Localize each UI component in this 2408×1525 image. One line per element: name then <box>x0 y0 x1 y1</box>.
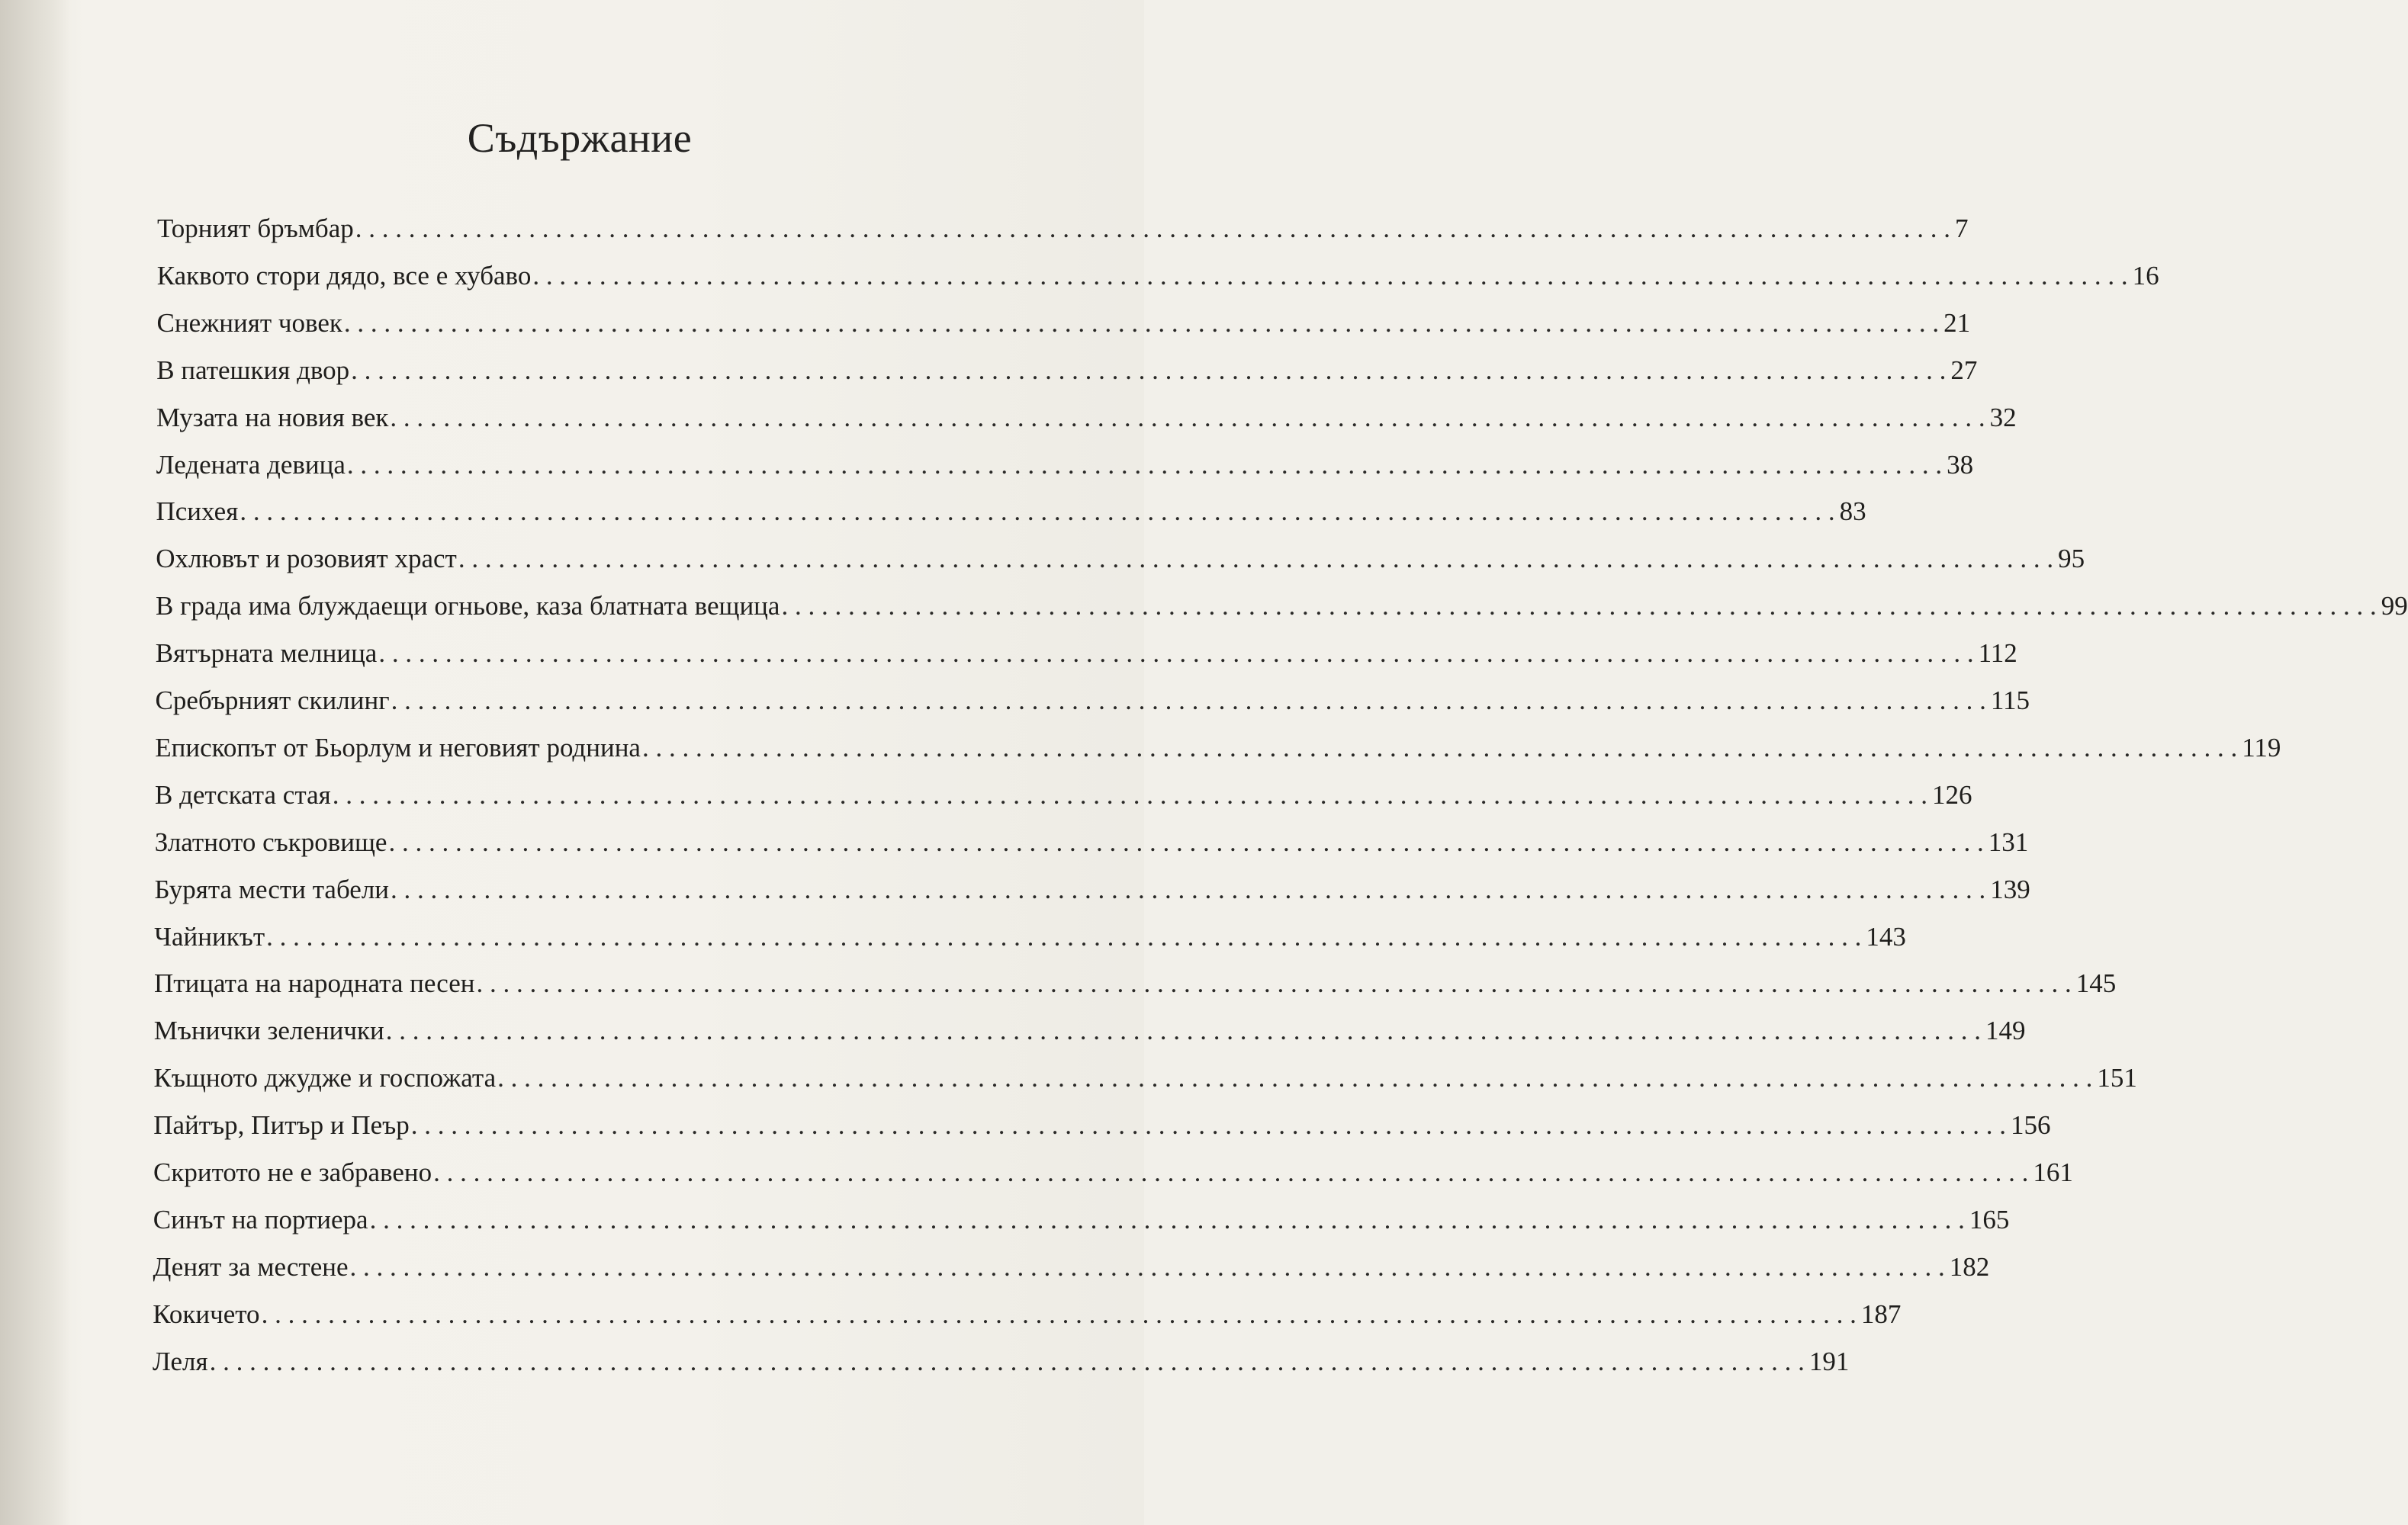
entry-title: Охлювът и розовият храст <box>156 544 457 574</box>
dot-leader: . . . . . . . . . . . . . . . . . . . . . . . . . . . . . . . . . . . . . . . . . . . . . . . . . . . . . . . . . . . . . . . . . . . . . . . . . . . . . . . . . . . . . . . . . . . . . . . . . . . . . . . . . . . . . . . . . . . . . . . . <box>497 1063 2093 1093</box>
toc-entry <box>157 206 1969 244</box>
entry-page-number: 32 <box>1989 402 2017 432</box>
entry-title: Птицата на народната песен <box>154 968 475 999</box>
toc-entry <box>155 631 2017 669</box>
toc-entry <box>156 583 2408 621</box>
toc-entry <box>156 442 1974 480</box>
toc-entry <box>155 772 1972 811</box>
entry-page-number: 161 <box>2033 1157 2073 1187</box>
entry-title: Скритото не е забравено <box>153 1157 432 1187</box>
toc-entry <box>156 536 2085 574</box>
toc-entry <box>156 348 1978 386</box>
entry-page-number: 139 <box>1990 874 2030 904</box>
dot-leader: . . . . . . . . . . . . . . . . . . . . . . . . . . . . . . . . . . . . . . . . . . . . . . . . . . . . . . . . . . . . . . . . . . . . . . . . . . . . . . . . . . . . . . . . . . . . . . . . . . . . . . . . . . . . . . . . . . . . . . . . <box>332 779 1927 810</box>
dot-leader: . . . . . . . . . . . . . . . . . . . . . . . . . . . . . . . . . . . . . . . . . . . . . . . . . . . . . . . . . . . . . . . . . . . . . . . . . . . . . . . . . . . . . . . . . . . . . . . . . . . . . . . . . . . . . . . . . . . . . . . . <box>458 544 2054 574</box>
dot-leader: . . . . . . . . . . . . . . . . . . . . . . . . . . . . . . . . . . . . . . . . . . . . . . . . . . . . . . . . . . . . . . . . . . . . . . . . . . . . . . . . . . . . . . . . . . . . . . . . . . . . . . . . . . . . . . . . . . . . . . . . <box>209 1346 1805 1376</box>
page-title: Съдържание <box>467 115 693 161</box>
entry-title: Пайтър, Питър и Пеър <box>153 1110 410 1141</box>
dot-leader: . . . . . . . . . . . . . . . . . . . . . . . . . . . . . . . . . . . . . . . . . . . . . . . . . . . . . . . . . . . . . . . . . . . . . . . . . . . . . . . . . . . . . . . . . . . . . . . . . . . . . . . . . . . . . . . . . . . . . . . . <box>266 921 1862 952</box>
toc-entry <box>153 1292 1902 1330</box>
entry-title: Снежният човек <box>156 307 342 338</box>
dot-leader: . . . . . . . . . . . . . . . . . . . . . . . . . . . . . . . . . . . . . . . . . . . . . . . . . . . . . . . . . . . . . . . . . . . . . . . . . . . . . . . . . . . . . . . . . . . . . . . . . . . . . . . . . . . . . . . . . . . . . . . . <box>349 1251 1945 1282</box>
entry-page-number: 156 <box>2010 1110 2051 1141</box>
entry-page-number: 99 <box>2381 591 2408 621</box>
toc-entry <box>154 867 2030 905</box>
entry-title: Вятърната мелница <box>155 638 378 669</box>
dot-leader: . . . . . . . . . . . . . . . . . . . . . . . . . . . . . . . . . . . . . . . . . . . . . . . . . . . . . . . . . . . . . . . . . . . . . . . . . . . . . . . . . . . . . . . . . . . . . . . . . . . . . . . . . . . . . . . . . . . . . . . . <box>390 402 1985 432</box>
entry-title: Синът на портиера <box>153 1204 368 1234</box>
dot-leader: . . . . . . . . . . . . . . . . . . . . . . . . . . . . . . . . . . . . . . . . . . . . . . . . . . . . . . . . . . . . . . . . . . . . . . . . . . . . . . . . . . . . . . . . . . . . . . . . . . . . . . . . . . . . . . . . . . . . . . . . <box>351 355 1947 385</box>
entry-title: Ледената девица <box>156 449 346 480</box>
entry-page-number: 21 <box>1943 307 1971 338</box>
entry-page-number: 16 <box>2132 260 2159 291</box>
entry-page-number: 7 <box>1955 214 1969 243</box>
entry-page-number: 149 <box>1985 1016 2026 1046</box>
dot-leader: . . . . . . . . . . . . . . . . . . . . . . . . . . . . . . . . . . . . . . . . . . . . . . . . . . . . . . . . . . . . . . . . . . . . . . . . . . . . . . . . . . . . . . . . . . . . . . . . . . . . . . . . . . . . . . . . . . . . . . . . <box>261 1299 1857 1329</box>
dot-leader: . . . . . . . . . . . . . . . . . . . . . . . . . . . . . . . . . . . . . . . . . . . . . . . . . . . . . . . . . . . . . . . . . . . . . . . . . . . . . . . . . . . . . . . . . . . . . . . . . . . . . . . . . . . . . . . . . . . . . . . . <box>240 496 1835 527</box>
entry-page-number: 191 <box>1808 1346 1850 1376</box>
toc-entry <box>154 961 2117 999</box>
entry-page-number: 95 <box>2058 544 2085 574</box>
entry-page-number: 38 <box>1947 449 1974 480</box>
entry-title: Леля <box>153 1346 208 1376</box>
entry-title: Сребърният скилинг <box>155 685 390 715</box>
entry-page-number: 126 <box>1931 779 1972 810</box>
toc-entry <box>154 820 2029 858</box>
dot-leader: . . . . . . . . . . . . . . . . . . . . . . . . . . . . . . . . . . . . . . . . . . . . . . . . . . . . . . . . . . . . . . . . . . . . . . . . . . . . . . . . . . . . . . . . . . . . . . . . . . . . . . . . . . . . . . . . . . . . . . . . <box>433 1157 2029 1187</box>
entry-page-number: 27 <box>1950 355 1978 385</box>
dot-leader: . . . . . . . . . . . . . . . . . . . . . . . . . . . . . . . . . . . . . . . . . . . . . . . . . . . . . . . . . . . . . . . . . . . . . . . . . . . . . . . . . . . . . . . . . . . . . . . . . . . . . . . . . . . . . . . . . . . . . . . . <box>346 449 1943 480</box>
entry-page-number: 131 <box>1988 827 2029 857</box>
toc-entry <box>153 1244 1990 1283</box>
entry-title: Бурята мести табели <box>154 874 390 904</box>
toc-entry <box>155 725 2281 763</box>
entry-page-number: 115 <box>1990 685 2030 715</box>
entry-page-number: 119 <box>2242 732 2281 762</box>
entry-title: Къщното джудже и госпожата <box>153 1063 497 1093</box>
toc-entry <box>153 1197 2010 1235</box>
dot-leader: . . . . . . . . . . . . . . . . . . . . . . . . . . . . . . . . . . . . . . . . . . . . . . . . . . . . . . . . . . . . . . . . . . . . . . . . . . . . . . . . . . . . . . . . . . . . . . . . . . . . . . . . . . . . . . . . . . . . . . . . <box>388 827 1984 857</box>
entry-title: Златното съкровище <box>154 827 387 857</box>
dot-leader: . . . . . . . . . . . . . . . . . . . . . . . . . . . . . . . . . . . . . . . . . . . . . . . . . . . . . . . . . . . . . . . . . . . . . . . . . . . . . . . . . . . . . . . . . . . . . . . . . . . . . . . . . . . . . . . . . . . . . . . . <box>532 260 2128 291</box>
toc-entry <box>156 395 2017 433</box>
entry-page-number: 83 <box>1839 496 1866 527</box>
dot-leader: . . . . . . . . . . . . . . . . . . . . . . . . . . . . . . . . . . . . . . . . . . . . . . . . . . . . . . . . . . . . . . . . . . . . . . . . . . . . . . . . . . . . . . . . . . . . . . . . . . . . . . . . . . . . . . . . . . . . . . . . <box>641 732 2238 762</box>
dot-leader: . . . . . . . . . . . . . . . . . . . . . . . . . . . . . . . . . . . . . . . . . . . . . . . . . . . . . . . . . . . . . . . . . . . . . . . . . . . . . . . . . . . . . . . . . . . . . . . . . . . . . . . . . . . . . . . . . . . . . . . . <box>476 968 2072 999</box>
toc-entry <box>153 1055 2137 1093</box>
toc-entry <box>156 489 1866 527</box>
dot-leader: . . . . . . . . . . . . . . . . . . . . . . . . . . . . . . . . . . . . . . . . . . . . . . . . . . . . . . . . . . . . . . . . . . . . . . . . . . . . . . . . . . . . . . . . . . . . . . . . . . . . . . . . . . . . . . . . . . . . . . . . <box>355 214 1950 243</box>
entry-title: В града има блуждаещи огньове, каза блатната вещица <box>156 591 780 621</box>
entry-page-number: 187 <box>1860 1299 1902 1329</box>
entry-title: Мънички зеленички <box>153 1016 384 1046</box>
toc-entry <box>154 914 1906 952</box>
entry-page-number: 112 <box>1978 638 2017 669</box>
entry-page-number: 143 <box>1866 921 1906 952</box>
dot-leader: . . . . . . . . . . . . . . . . . . . . . . . . . . . . . . . . . . . . . . . . . . . . . . . . . . . . . . . . . . . . . . . . . . . . . . . . . . . . . . . . . . . . . . . . . . . . . . . . . . . . . . . . . . . . . . . . . . . . . . . . <box>378 638 1974 669</box>
toc-entry <box>153 1150 2073 1188</box>
entry-page-number: 145 <box>2075 968 2117 999</box>
entry-title: Денят за местене <box>153 1251 349 1282</box>
dot-leader: . . . . . . . . . . . . . . . . . . . . . . . . . . . . . . . . . . . . . . . . . . . . . . . . . . . . . . . . . . . . . . . . . . . . . . . . . . . . . . . . . . . . . . . . . . . . . . . . . . . . . . . . . . . . . . . . . . . . . . . . <box>391 874 1986 904</box>
toc-entry <box>153 1008 2026 1046</box>
toc-entry <box>156 253 2159 291</box>
entry-title: Психея <box>156 496 239 527</box>
dot-leader: . . . . . . . . . . . . . . . . . . . . . . . . . . . . . . . . . . . . . . . . . . . . . . . . . . . . . . . . . . . . . . . . . . . . . . . . . . . . . . . . . . . . . . . . . . . . . . . . . . . . . . . . . . . . . . . . . . . . . . . . <box>385 1016 1981 1046</box>
entry-title: Чайникът <box>154 921 265 952</box>
entry-page-number: 182 <box>1949 1251 1990 1282</box>
entry-title: В детската стая <box>155 779 331 810</box>
entry-title: В патешкия двор <box>156 355 350 385</box>
entry-title: Каквото стори дядо, все е хубаво <box>156 260 532 291</box>
entry-title: Епископът от Бьорлум и неговият роднина <box>155 732 641 762</box>
dot-leader: . . . . . . . . . . . . . . . . . . . . . . . . . . . . . . . . . . . . . . . . . . . . . . . . . . . . . . . . . . . . . . . . . . . . . . . . . . . . . . . . . . . . . . . . . . . . . . . . . . . . . . . . . . . . . . . . . . . . . . . . <box>369 1204 1965 1234</box>
entry-title: Музата на новия век <box>156 402 389 432</box>
toc-entry <box>153 1339 1850 1377</box>
toc-entry <box>153 1103 2051 1141</box>
entry-page-number: 151 <box>2097 1063 2137 1093</box>
toc-entry <box>156 300 1971 339</box>
dot-leader: . . . . . . . . . . . . . . . . . . . . . . . . . . . . . . . . . . . . . . . . . . . . . . . . . . . . . . . . . . . . . . . . . . . . . . . . . . . . . . . . . . . . . . . . . . . . . . . . . . . . . . . . . . . . . . . . . . . . . . . . <box>391 685 1986 715</box>
entry-title: Кокичето <box>153 1299 260 1329</box>
dot-leader: . . . . . . . . . . . . . . . . . . . . . . . . . . . . . . . . . . . . . . . . . . . . . . . . . . . . . . . . . . . . . . . . . . . . . . . . . . . . . . . . . . . . . . . . . . . . . . . . . . . . . . . . . . . . . . . . . . . . . . . . <box>410 1110 2006 1141</box>
toc-entry <box>155 678 2030 716</box>
entry-title: Торният бръмбар <box>157 214 354 243</box>
entry-page-number: 165 <box>1969 1204 2010 1234</box>
dot-leader: . . . . . . . . . . . . . . . . . . . . . . . . . . . . . . . . . . . . . . . . . . . . . . . . . . . . . . . . . . . . . . . . . . . . . . . . . . . . . . . . . . . . . . . . . . . . . . . . . . . . . . . . . . . . . . . . . . . . . . . . <box>343 307 1940 338</box>
dot-leader: . . . . . . . . . . . . . . . . . . . . . . . . . . . . . . . . . . . . . . . . . . . . . . . . . . . . . . . . . . . . . . . . . . . . . . . . . . . . . . . . . . . . . . . . . . . . . . . . . . . . . . . . . . . . . . . . . . . . . . . . <box>781 591 2377 621</box>
